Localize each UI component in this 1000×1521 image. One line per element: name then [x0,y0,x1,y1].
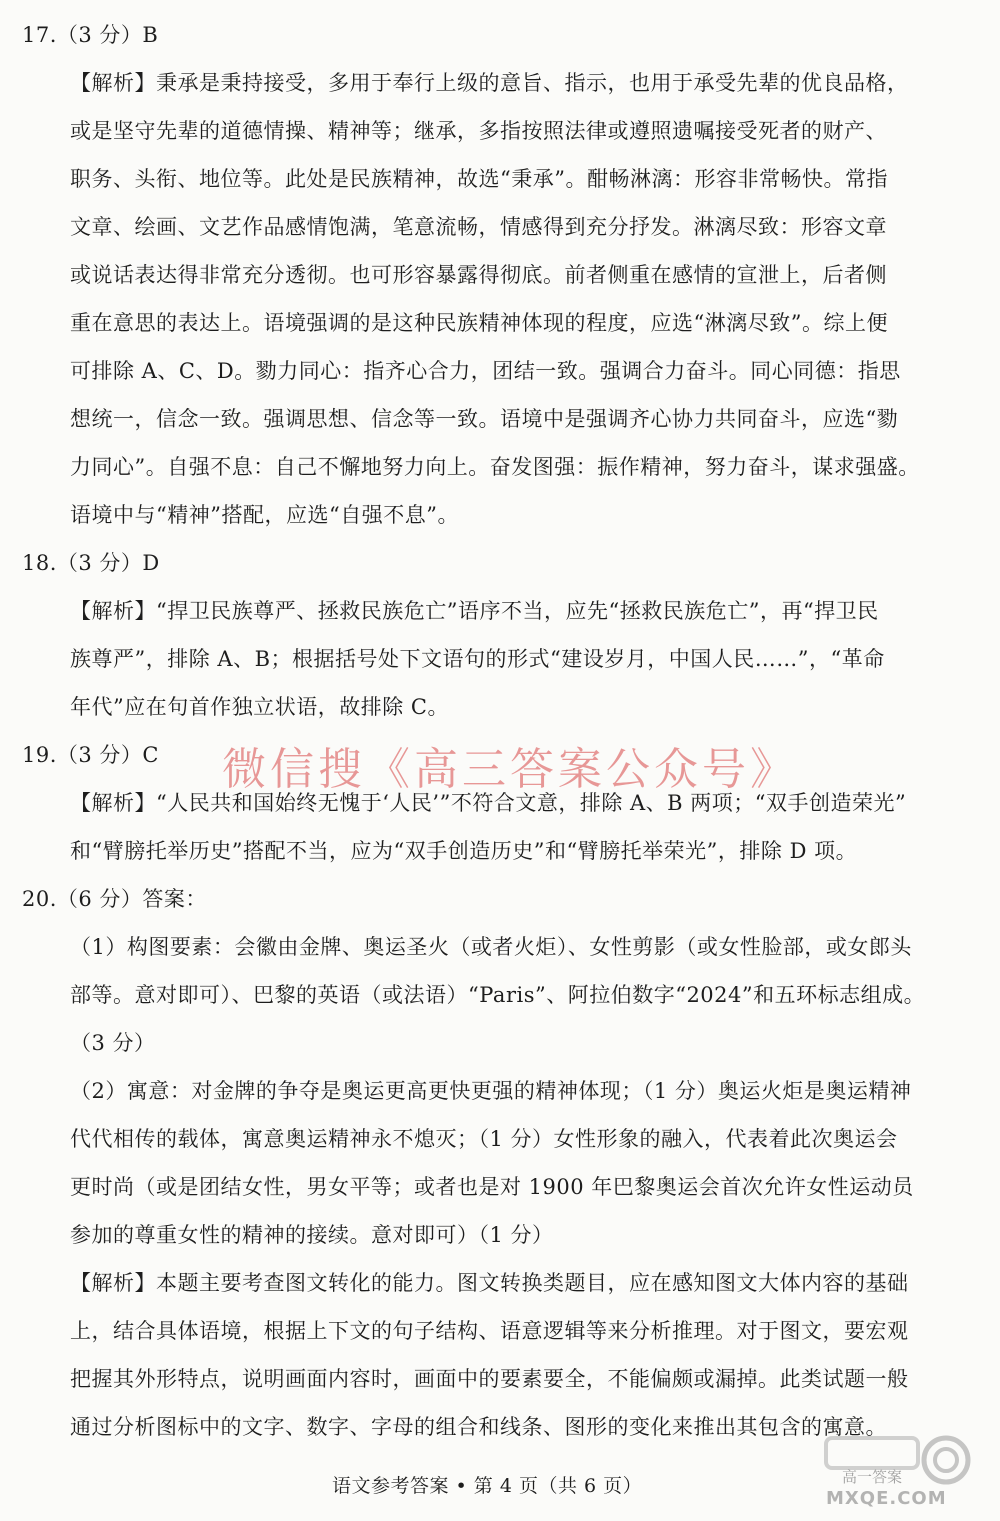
analysis-line: 语境中与“精神”搭配，应选“自强不息”。 [70,503,459,527]
answer-line: 参加的尊重女性的精神的接续。意对即可）（1 分） [70,1223,554,1247]
answer-line: 代代相传的载体，寓意奥运精神永不熄灭；（1 分）女性形象的融入，代表着此次奥运会 [70,1127,898,1151]
analysis-line: 【解析】“捍卫民族尊严、拯救民族危亡”语序不当，应先“拯救民族危亡”，再“捍卫民 [70,599,879,623]
analysis-line: 族尊严”，排除 A、B；根据括号处下文语句的形式“建设岁月，中国人民……”，“革命 [70,647,885,671]
analysis-line: 【解析】秉承是秉持接受，多用于奉行上级的意旨、指示，也用于承受先辈的优良品格， [70,71,909,95]
answer-line: （3 分） [70,1031,156,1055]
analysis-line: 文章、绘画、文艺作品感情饱满，笔意流畅，情感得到充分抒发。淋漓尽致：形容文章 [70,215,887,239]
analysis-line: 可排除 A、C、D。勠力同心：指齐心合力，团结一致。强调合力奋斗。同心同德：指思 [70,359,901,383]
corner-site: MXQE.COM [826,1488,947,1509]
analysis-line: 力同心”。自强不息：自己不懈地努力向上。奋发图强：振作精神，努力奋斗，谋求强盛。 [70,455,920,479]
analysis-line: 或是坚守先辈的道德情操、精神等；继承，多指按照法律或遵照遗嘱接受死者的财产、 [70,119,887,143]
question-19-header: 19.（3 分）C [22,743,160,767]
watermark-text: 微信搜《高三答案公众号》 [222,744,798,795]
analysis-line: 【解析】“人民共和国始终无愧于‘人民’”不符合文意，排除 A、B 两项；“双手创造荣光” [70,791,907,815]
corner-label: 高一答案 [842,1468,903,1486]
answer-line: 部等。意对即可）、巴黎的英语（或法语）“Paris”、阿拉伯数字“2024”和五环标志组成。 [70,983,926,1007]
analysis-line: 或说话表达得非常充分透彻。也可形容暴露得彻底。前者侧重在感情的宣泄上，后者侧 [70,263,887,287]
analysis-line: 上，结合具体语境，根据上下文的句子结构、语意逻辑等来分析推理。对于图文，要宏观 [70,1319,909,1343]
analysis-line: 想统一，信念一致。强调思想、信念等一致。语境中是强调齐心协力共同奋斗，应选“勠 [70,407,899,431]
answer-line: 更时尚（或是团结女性，男女平等；或者也是对 1900 年巴黎奥运会首次允许女性运动员 [70,1175,914,1199]
analysis-line: 【解析】本题主要考查图文转化的能力。图文转换类题目，应在感知图文大体内容的基础 [70,1271,909,1295]
page-footer: 语文参考答案 • 第 4 页（共 6 页） [332,1475,643,1497]
analysis-line: 重在意思的表达上。语境强调的是这种民族精神体现的程度，应选“淋漓尽致”。综上便 [70,311,888,335]
analysis-line: 年代”应在句首作独立状语，故排除 C。 [70,695,449,719]
question-18-header: 18.（3 分）D [22,551,160,575]
question-20-header: 20.（6 分）答案： [22,887,207,911]
analysis-line: 职务、头衔、地位等。此处是民族精神，故选“秉承”。酣畅淋漓：形容非常畅快。常指 [70,167,888,191]
analysis-line: 通过分析图标中的文字、数字、字母的组合和线条、图形的变化来推出其包含的寓意。 [70,1415,887,1439]
answer-line: （1）构图要素：会徽由金牌、奥运圣火（或者火炬）、女性剪影（或女性脸部，或女郎头 [70,935,912,959]
analysis-line: 把握其外形特点，说明画面内容时，画面中的要素要全，不能偏颇或漏掉。此类试题一般 [70,1367,909,1391]
analysis-line: 和“臂膀托举历史”搭配不当，应为“双手创造历史”和“臂膀托举荣光”，排除 D 项。 [70,839,858,863]
question-17-header: 17.（3 分）B [22,23,159,47]
answer-line: （2）寓意：对金牌的争夺是奥运更高更快更强的精神体现；（1 分）奥运火炬是奥运精神 [70,1079,912,1103]
